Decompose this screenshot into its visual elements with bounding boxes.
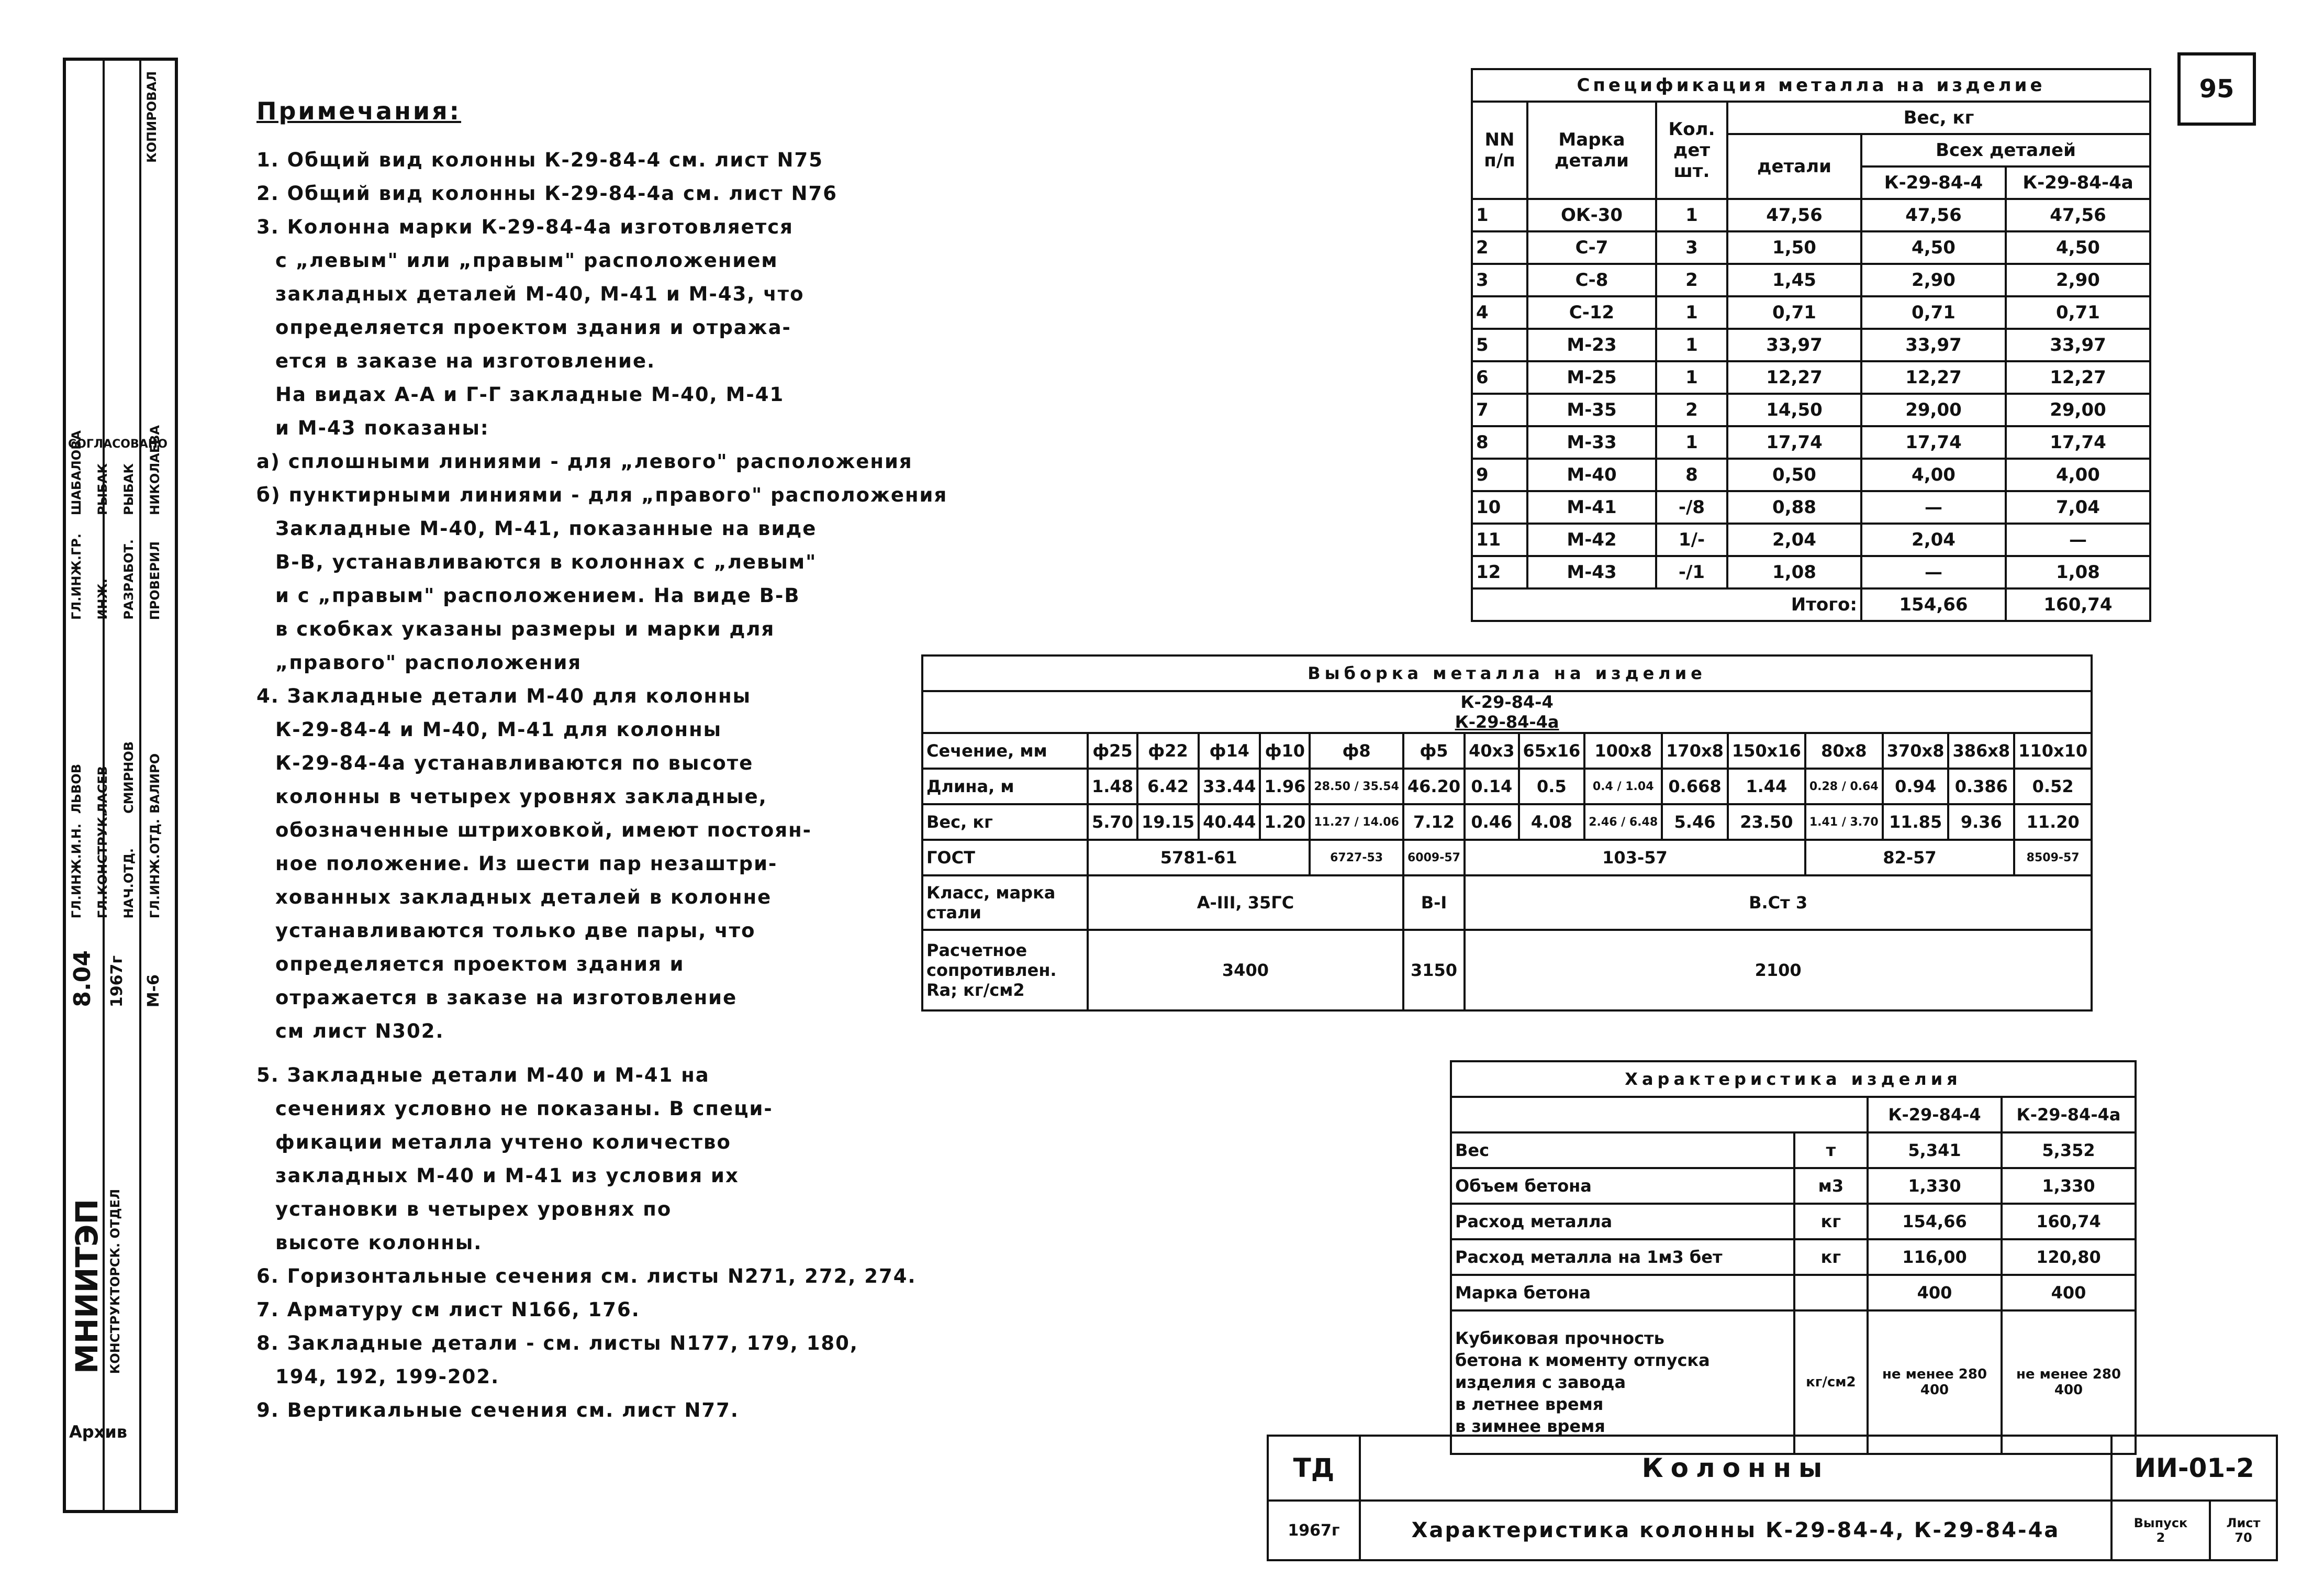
note-line: с „левым" или „правым" расположением bbox=[275, 249, 778, 272]
stamp-role-2: ГЛ.КОНСТРУК. bbox=[95, 812, 110, 918]
vyb-cell: 46.20 bbox=[1403, 769, 1465, 804]
spec-cell: 4,50 bbox=[2006, 231, 2150, 264]
spec-cell: М-40 bbox=[1527, 459, 1656, 491]
stamp-name-4: ВАЛИРО bbox=[148, 753, 162, 814]
spec-cell: М-41 bbox=[1527, 491, 1656, 524]
spec-h-b: К-29-84-4а bbox=[2006, 166, 2150, 199]
stamp-role2-1: ГЛ.ИНЖ.ГР. bbox=[69, 533, 84, 620]
tb-code: ИИ-01-2 bbox=[2111, 1436, 2277, 1501]
vyb-gost2: 6727-53 bbox=[1310, 840, 1403, 875]
note-line: закладных М-40 и М-41 из условия их bbox=[275, 1164, 739, 1187]
spec-cell: 47,56 bbox=[2006, 199, 2150, 231]
spec-cell: 3 bbox=[1656, 231, 1727, 264]
char-cell: Расход металла на 1м3 бет bbox=[1451, 1239, 1794, 1275]
char-cell: Вес bbox=[1451, 1132, 1794, 1168]
note-line: 2. Общий вид колонны К-29-84-4а см. лист N76 bbox=[256, 182, 837, 205]
tb-sheet-value: 70 bbox=[2234, 1530, 2252, 1545]
char-cell: Объем бетона bbox=[1451, 1168, 1794, 1204]
char-cell: 120,80 bbox=[2002, 1239, 2136, 1275]
vyb-cell: 1.48 bbox=[1088, 769, 1137, 804]
char-strength-unit: кг/см2 bbox=[1794, 1310, 1868, 1454]
char-strength-line: изделия с завода bbox=[1455, 1372, 1626, 1392]
spec-row bbox=[1472, 491, 2150, 524]
note-line: а) сплошными линиями - для „левого" расположения bbox=[256, 450, 913, 473]
spec-cell: 11 bbox=[1472, 524, 1527, 556]
note-line: б) пунктирными линиями - для „правого" расположения bbox=[256, 484, 948, 506]
left-stamp bbox=[63, 58, 178, 1513]
stamp-role-3: НАЧ.ОТД. bbox=[121, 848, 136, 918]
spec-row bbox=[1472, 524, 2150, 556]
vyb-row bbox=[922, 733, 2092, 769]
vyb-cell: 9.36 bbox=[1948, 804, 2014, 840]
vyb-cell: 0.668 bbox=[1662, 769, 1728, 804]
char-cell: 160,74 bbox=[2002, 1204, 2136, 1239]
char-cell: т bbox=[1794, 1132, 1868, 1168]
note-line: 9. Вертикальные сечения см. лист N77. bbox=[256, 1399, 739, 1421]
vyb-cell: 370х8 bbox=[1883, 733, 1949, 769]
spec-cell: 2 bbox=[1656, 394, 1727, 426]
tb-year: 1967г bbox=[1268, 1501, 1360, 1560]
vyb-gost3: 6009-57 bbox=[1403, 840, 1465, 875]
spec-cell: 10 bbox=[1472, 491, 1527, 524]
note-line: 8. Закладные детали - см. листы N177, 179, 180, bbox=[256, 1332, 858, 1354]
stamp-role-4: ГЛ.ИНЖ.ОТД. bbox=[148, 818, 162, 918]
tb-issue bbox=[2111, 1501, 2210, 1560]
vyb-cell: 0.4 / 1.04 bbox=[1584, 769, 1662, 804]
spec-cell: — bbox=[1861, 556, 2006, 588]
note-line: К-29-84-4а устанавливаются по высоте bbox=[275, 752, 754, 774]
vyb-cell: 40.44 bbox=[1199, 804, 1260, 840]
note-line: ется в заказе на изготовление. bbox=[275, 350, 656, 372]
spec-cell: 3 bbox=[1472, 264, 1527, 296]
spec-h-nn: NN п/п bbox=[1472, 102, 1527, 199]
vyb-row-label: Расчетное сопротивлен. Ra; кг/см2 bbox=[922, 930, 1088, 1010]
spec-cell: 9 bbox=[1472, 459, 1527, 491]
spec-h-weight: Вес, кг bbox=[1727, 102, 2150, 134]
stamp-code: 8.04 bbox=[69, 950, 96, 1007]
spec-total-label: Итого: bbox=[1472, 588, 1861, 621]
vyb-row-label: Вес, кг bbox=[922, 804, 1088, 840]
char-cell: кг bbox=[1794, 1204, 1868, 1239]
vyb-gost4: 103-57 bbox=[1465, 840, 1805, 875]
spec-cell: 2,90 bbox=[2006, 264, 2150, 296]
char-strength-line: бетона к моменту отпуска bbox=[1455, 1350, 1710, 1370]
char-strength-b bbox=[2002, 1310, 2136, 1454]
vyb-cell: 19.15 bbox=[1137, 804, 1199, 840]
note-line: 5. Закладные детали М-40 и М-41 на bbox=[256, 1064, 710, 1086]
tb-issue-value: 2 bbox=[2156, 1530, 2165, 1545]
vyb-cell: 0.46 bbox=[1465, 804, 1518, 840]
spec-cell: 1 bbox=[1656, 329, 1727, 361]
spec-title: Спецификация металла на изделие bbox=[1472, 69, 2150, 102]
spec-cell: 4,00 bbox=[2006, 459, 2150, 491]
vyb-row bbox=[922, 804, 2092, 840]
note-line: На видах А-А и Г-Г закладные М-40, М-41 bbox=[275, 383, 785, 406]
vyb-cell: 80х8 bbox=[1805, 733, 1883, 769]
vyb-row-label: Сечение, мм bbox=[922, 733, 1088, 769]
vyb-cell: 150х16 bbox=[1728, 733, 1805, 769]
spec-h-mark: Марка детали bbox=[1527, 102, 1656, 199]
note-line: К-29-84-4 и М-40, М-41 для колонны bbox=[275, 718, 722, 741]
spec-row bbox=[1472, 361, 2150, 394]
vyb-cell: 0.386 bbox=[1948, 769, 2014, 804]
vyb-cell: ф22 bbox=[1137, 733, 1199, 769]
char-cell: 154,66 bbox=[1868, 1204, 2002, 1239]
vyb-cell: 4.08 bbox=[1519, 804, 1585, 840]
note-line: устанавливаются только две пары, что bbox=[275, 919, 756, 942]
char-strength-b1: не менее 280 bbox=[2016, 1366, 2121, 1382]
spec-row bbox=[1472, 426, 2150, 459]
spec-cell: 0,50 bbox=[1727, 459, 1861, 491]
note-line: В-В, устанавливаются в колоннах с „левым" bbox=[275, 551, 817, 573]
spec-cell: 47,56 bbox=[1861, 199, 2006, 231]
spec-cell: 2 bbox=[1656, 264, 1727, 296]
vyb-cell: 23.50 bbox=[1728, 804, 1805, 840]
vyb-cell: 6.42 bbox=[1137, 769, 1199, 804]
vyb-cell: 1.20 bbox=[1260, 804, 1310, 840]
spec-cell: 12,27 bbox=[2006, 361, 2150, 394]
spec-h-a: К-29-84-4 bbox=[1861, 166, 2006, 199]
vyb-cell: 110х10 bbox=[2014, 733, 2092, 769]
note-line: в скобках указаны размеры и марки для bbox=[275, 618, 775, 640]
char-row bbox=[1451, 1168, 2136, 1204]
vyb-cell: ф10 bbox=[1260, 733, 1310, 769]
vyborka-sub2: К-29-84-4а bbox=[1455, 712, 1559, 732]
spec-cell: 8 bbox=[1656, 459, 1727, 491]
vyb-cell: 1.44 bbox=[1728, 769, 1805, 804]
vyb-row-label: Длина, м bbox=[922, 769, 1088, 804]
vyborka-sub bbox=[922, 691, 2092, 733]
spec-cell: -/1 bbox=[1656, 556, 1727, 588]
stamp-role2-2: ИНЖ. bbox=[95, 579, 110, 620]
spec-cell: 1,50 bbox=[1727, 231, 1861, 264]
note-line: определяется проектом здания и bbox=[275, 953, 685, 975]
note-line: 4. Закладные детали М-40 для колонны bbox=[256, 685, 752, 707]
vyborka-title: Выборка металла на изделие bbox=[922, 655, 2092, 691]
char-strength-line: в летнее время bbox=[1455, 1394, 1604, 1414]
spec-h-qty: Кол. дет шт. bbox=[1656, 102, 1727, 199]
spec-cell: 1 bbox=[1656, 361, 1727, 394]
note-line: закладных деталей М-40, М-41 и М-43, что bbox=[275, 283, 805, 305]
char-cell: 5,341 bbox=[1868, 1132, 2002, 1168]
note-line: Закладные М-40, М-41, показанные на виде bbox=[275, 517, 817, 540]
spec-cell: ОК-30 bbox=[1527, 199, 1656, 231]
vyb-row bbox=[922, 769, 2092, 804]
char-strength-a bbox=[1868, 1310, 2002, 1454]
tb-sheet-label: Лист bbox=[2226, 1516, 2261, 1530]
spec-cell: М-35 bbox=[1527, 394, 1656, 426]
spec-cell: 0,88 bbox=[1727, 491, 1861, 524]
vyb-cell: 0.5 bbox=[1519, 769, 1585, 804]
vyb-cell: 5.70 bbox=[1088, 804, 1137, 840]
spec-cell: 4 bbox=[1472, 296, 1527, 329]
vyb-cell: 40х3 bbox=[1465, 733, 1518, 769]
note-line: 6. Горизонтальные сечения см. листы N271, 272, 274. bbox=[256, 1265, 917, 1287]
spec-cell: 0,71 bbox=[2006, 296, 2150, 329]
stamp-role2-3: РАЗРАБОТ. bbox=[121, 539, 136, 620]
char-blank bbox=[1451, 1097, 1868, 1132]
spec-row bbox=[1472, 459, 2150, 491]
note-line: и с „правым" расположением. На виде В-В bbox=[275, 584, 800, 607]
tb-name: Колонны bbox=[1360, 1436, 2111, 1501]
spec-cell: 1,08 bbox=[1727, 556, 1861, 588]
spec-cell: 17,74 bbox=[2006, 426, 2150, 459]
vyb-ra3: 2100 bbox=[1465, 930, 2092, 1010]
stamp-role2-4: ПРОВЕРИЛ bbox=[148, 541, 162, 620]
note-line: 3. Колонна марки К-29-84-4а изготовляется bbox=[256, 216, 794, 238]
stamp-name-2: ЛАСЕВ bbox=[95, 766, 110, 814]
spec-cell: 33,97 bbox=[2006, 329, 2150, 361]
note-line: установки в четырех уровнях по bbox=[275, 1198, 672, 1220]
spec-row bbox=[1472, 199, 2150, 231]
title-block bbox=[1267, 1435, 2278, 1561]
char-strength-line: в зимнее время bbox=[1455, 1416, 1605, 1436]
char-row bbox=[1451, 1275, 2136, 1310]
vyb-cell: 100х8 bbox=[1584, 733, 1662, 769]
stamp-agreed: СОГЛАСОВАНО bbox=[68, 438, 167, 451]
vyb-gost5: 82-57 bbox=[1805, 840, 2014, 875]
vyborka-table bbox=[921, 654, 2093, 1012]
stamp-name2-4: НИКОЛАЕВА bbox=[148, 425, 162, 515]
tb-issue-label: Выпуск bbox=[2133, 1516, 2188, 1530]
spec-cell: 12,27 bbox=[1727, 361, 1861, 394]
spec-cell: — bbox=[1861, 491, 2006, 524]
char-cell: 116,00 bbox=[1868, 1239, 2002, 1275]
note-line: см лист N302. bbox=[275, 1020, 444, 1042]
char-strength bbox=[1451, 1310, 1794, 1454]
vyb-gost6: 8509-57 bbox=[2014, 840, 2092, 875]
tb-td: ТД bbox=[1268, 1436, 1360, 1501]
spec-h-detail: детали bbox=[1727, 134, 1861, 199]
char-col-b: К-29-84-4а bbox=[2002, 1097, 2136, 1132]
spec-cell: 8 bbox=[1472, 426, 1527, 459]
spec-cell: 1 bbox=[1472, 199, 1527, 231]
spec-cell: 1/- bbox=[1656, 524, 1727, 556]
spec-row bbox=[1472, 264, 2150, 296]
char-strength-title: Кубиковая прочность bbox=[1455, 1328, 1664, 1348]
spec-cell: 1,08 bbox=[2006, 556, 2150, 588]
vyb-cell: 11.85 bbox=[1883, 804, 1949, 840]
stamp-org: МНИИТЭП bbox=[69, 1198, 105, 1374]
spec-total-b: 160,74 bbox=[2006, 588, 2150, 621]
stamp-name2-3: РЫБАК bbox=[121, 463, 136, 515]
vyb-cell: 0.94 bbox=[1883, 769, 1949, 804]
spec-row bbox=[1472, 394, 2150, 426]
spec-cell: 17,74 bbox=[1861, 426, 2006, 459]
vyborka-sub1: К-29-84-4 bbox=[1460, 692, 1554, 712]
stamp-name-1: ЛЬВОВ bbox=[69, 763, 84, 814]
spec-row bbox=[1472, 329, 2150, 361]
vyb-cell: ф25 bbox=[1088, 733, 1137, 769]
vyb-row-label: Класс, марка стали bbox=[922, 875, 1088, 930]
spec-cell: 17,74 bbox=[1727, 426, 1861, 459]
vyb-cell: 1.41 / 3.70 bbox=[1805, 804, 1883, 840]
spec-cell: 33,97 bbox=[1861, 329, 2006, 361]
spec-row bbox=[1472, 231, 2150, 264]
vyb-cell: 386х8 bbox=[1948, 733, 2014, 769]
vyb-cell: 2.46 / 6.48 bbox=[1584, 804, 1662, 840]
spec-row bbox=[1472, 296, 2150, 329]
note-line: определяется проектом здания и отража- bbox=[275, 316, 791, 339]
stamp-dept: КОНСТРУКТОРСК. ОТДЕЛ bbox=[108, 1188, 122, 1374]
stamp-year: 1967г bbox=[108, 955, 126, 1007]
spec-cell: 12 bbox=[1472, 556, 1527, 588]
note-line: ное положение. Из шести пар незаштри- bbox=[275, 852, 778, 875]
stamp-sheet: М-6 bbox=[144, 974, 163, 1007]
vyb-gost1: 5781-61 bbox=[1088, 840, 1310, 875]
spec-cell: С-12 bbox=[1527, 296, 1656, 329]
spec-cell: М-25 bbox=[1527, 361, 1656, 394]
vyb-cell: 170х8 bbox=[1662, 733, 1728, 769]
spec-cell: 4,00 bbox=[1861, 459, 2006, 491]
spec-cell: М-43 bbox=[1527, 556, 1656, 588]
spec-cell: 2 bbox=[1472, 231, 1527, 264]
vyb-class3: В.Ст 3 bbox=[1465, 875, 2092, 930]
vyb-cell: 0.52 bbox=[2014, 769, 2092, 804]
spec-cell: 47,56 bbox=[1727, 199, 1861, 231]
vyb-cell: 0.14 bbox=[1465, 769, 1518, 804]
note-line: „правого" расположения bbox=[275, 651, 582, 674]
spec-cell: -/8 bbox=[1656, 491, 1727, 524]
vyb-cell: 11.20 bbox=[2014, 804, 2092, 840]
note-line: обозначенные штриховкой, имеют постоян- bbox=[275, 819, 812, 841]
spec-cell: 7 bbox=[1472, 394, 1527, 426]
spec-cell: 29,00 bbox=[2006, 394, 2150, 426]
vyb-ra2: 3150 bbox=[1403, 930, 1465, 1010]
note-line: сечениях условно не показаны. В специ- bbox=[275, 1097, 773, 1120]
note-line: фикации металла учтено количество bbox=[275, 1131, 731, 1153]
spec-cell: С-7 bbox=[1527, 231, 1656, 264]
char-strength-b2: 400 bbox=[2054, 1382, 2083, 1398]
notes-block bbox=[256, 94, 953, 1427]
spec-cell: 1,45 bbox=[1727, 264, 1861, 296]
char-strength-a1: не менее 280 bbox=[1882, 1366, 1987, 1382]
spec-table bbox=[1471, 68, 2151, 622]
vyb-class1: А-III, 35ГС bbox=[1088, 875, 1403, 930]
vyb-cell: 5.46 bbox=[1662, 804, 1728, 840]
note-line: и М-43 показаны: bbox=[275, 417, 489, 439]
vyb-cell: 33.44 bbox=[1199, 769, 1260, 804]
stamp-role-1: ГЛ.ИНЖ.И.Н. bbox=[69, 823, 84, 918]
spec-cell: 4,50 bbox=[1861, 231, 2006, 264]
vyb-cell: 7.12 bbox=[1403, 804, 1465, 840]
spec-cell: 6 bbox=[1472, 361, 1527, 394]
note-line: 7. Арматуру см лист N166, 176. bbox=[256, 1298, 640, 1321]
page-number: 95 bbox=[2177, 52, 2256, 126]
spec-cell: М-33 bbox=[1527, 426, 1656, 459]
stamp-archive: Архив bbox=[69, 1422, 127, 1442]
stamp-name2-2: РЫБАК bbox=[95, 463, 110, 515]
char-cell: кг bbox=[1794, 1239, 1868, 1275]
char-cell bbox=[1794, 1275, 1868, 1310]
vyb-cell: 28.50 / 35.54 bbox=[1310, 769, 1403, 804]
vyb-class2: В-I bbox=[1403, 875, 1465, 930]
char-cell: м3 bbox=[1794, 1168, 1868, 1204]
char-row bbox=[1451, 1239, 2136, 1275]
note-line: высоте колонны. bbox=[275, 1231, 483, 1254]
spec-row bbox=[1472, 556, 2150, 588]
notes-title: Примечания: bbox=[256, 97, 462, 125]
char-cell: 1,330 bbox=[1868, 1168, 2002, 1204]
char-strength-a2: 400 bbox=[1920, 1382, 1949, 1398]
spec-cell: — bbox=[2006, 524, 2150, 556]
spec-cell: 29,00 bbox=[1861, 394, 2006, 426]
spec-cell: 2,90 bbox=[1861, 264, 2006, 296]
char-cell: 1,330 bbox=[2002, 1168, 2136, 1204]
spec-cell: 1 bbox=[1656, 426, 1727, 459]
spec-cell: 2,04 bbox=[1861, 524, 2006, 556]
spec-cell: 14,50 bbox=[1727, 394, 1861, 426]
vyb-cell: ф8 bbox=[1310, 733, 1403, 769]
spec-cell: 0,71 bbox=[1727, 296, 1861, 329]
char-cell: Марка бетона bbox=[1451, 1275, 1794, 1310]
char-cell: Расход металла bbox=[1451, 1204, 1794, 1239]
note-line: 1. Общий вид колонны К-29-84-4 см. лист N75 bbox=[256, 149, 823, 171]
char-cell: 400 bbox=[1868, 1275, 2002, 1310]
spec-cell: С-8 bbox=[1527, 264, 1656, 296]
tb-desc: Характеристика колонны К-29-84-4, К-29-84-4а bbox=[1360, 1501, 2111, 1560]
spec-cell: М-23 bbox=[1527, 329, 1656, 361]
vyb-cell: 11.27 / 14.06 bbox=[1310, 804, 1403, 840]
char-cell: 400 bbox=[2002, 1275, 2136, 1310]
char-row bbox=[1451, 1204, 2136, 1239]
stamp-name-3: СМИРНОВ bbox=[121, 741, 136, 814]
note-line: отражается в заказе на изготовление bbox=[275, 986, 738, 1009]
tb-sheet bbox=[2210, 1501, 2277, 1560]
spec-cell: 1 bbox=[1656, 199, 1727, 231]
characteristic-table bbox=[1450, 1060, 2137, 1455]
spec-cell: 0,71 bbox=[1861, 296, 2006, 329]
char-col-a: К-29-84-4 bbox=[1868, 1097, 2002, 1132]
spec-cell: 33,97 bbox=[1727, 329, 1861, 361]
stamp-copied: КОПИРОВАЛ bbox=[144, 71, 159, 163]
note-line: колонны в четырех уровнях закладные, bbox=[275, 785, 767, 808]
vyb-row-label: ГОСТ bbox=[922, 840, 1088, 875]
spec-cell: 5 bbox=[1472, 329, 1527, 361]
spec-cell: 1 bbox=[1656, 296, 1727, 329]
note-line: 194, 192, 199-202. bbox=[275, 1365, 500, 1388]
char-title: Характеристика изделия bbox=[1451, 1061, 2136, 1097]
spec-cell: 7,04 bbox=[2006, 491, 2150, 524]
vyb-cell: 1.96 bbox=[1260, 769, 1310, 804]
spec-cell: 2,04 bbox=[1727, 524, 1861, 556]
spec-cell: 12,27 bbox=[1861, 361, 2006, 394]
vyb-cell: 0.28 / 0.64 bbox=[1805, 769, 1883, 804]
spec-total-a: 154,66 bbox=[1861, 588, 2006, 621]
spec-cell: М-42 bbox=[1527, 524, 1656, 556]
stamp-name2-1: ШАБАЛОВА bbox=[69, 430, 84, 515]
note-line: хованных закладных деталей в колонне bbox=[275, 886, 772, 908]
vyb-cell: ф14 bbox=[1199, 733, 1260, 769]
char-cell: 5,352 bbox=[2002, 1132, 2136, 1168]
spec-h-all: Всех деталей bbox=[1861, 134, 2150, 166]
vyb-ra1: 3400 bbox=[1088, 930, 1403, 1010]
vyb-cell: ф5 bbox=[1403, 733, 1465, 769]
char-row bbox=[1451, 1132, 2136, 1168]
vyb-cell: 65х16 bbox=[1519, 733, 1585, 769]
